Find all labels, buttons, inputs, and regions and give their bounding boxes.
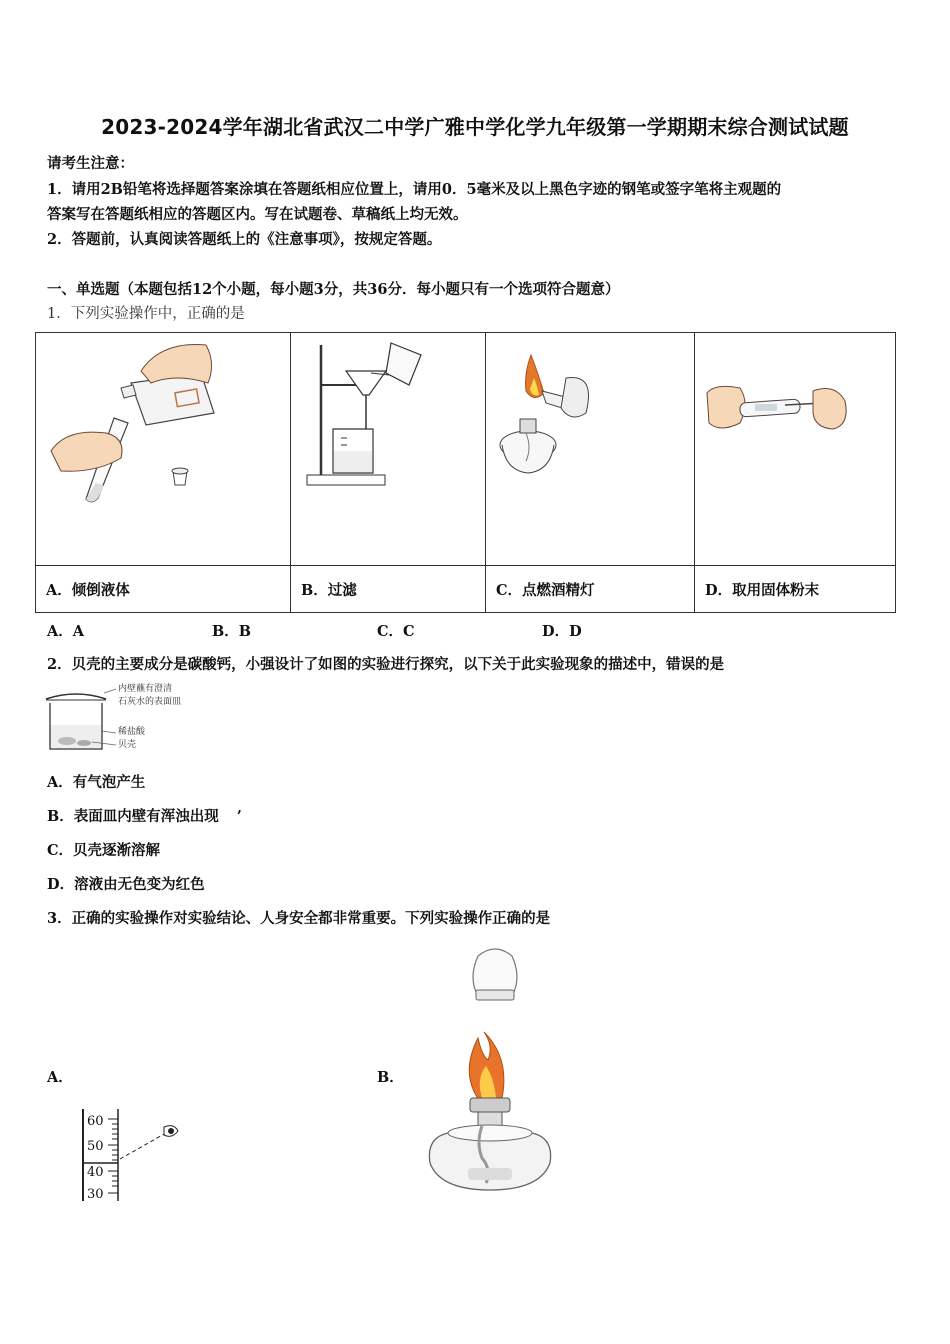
q2-fig-labels-bottom xyxy=(118,726,145,752)
q1-figure-b xyxy=(291,333,486,566)
q1-figure-d xyxy=(695,333,896,566)
tick-30: 30 xyxy=(87,1187,104,1202)
q2-option-d[interactable]: D．溶液由无色变为红色 xyxy=(47,876,205,893)
q3-figure-a xyxy=(78,1105,188,1205)
q1-figure-table xyxy=(35,332,896,613)
filtration-illustration xyxy=(291,333,485,565)
q1-stem: 1．下列实验操作中，正确的是 xyxy=(47,306,245,322)
eye-icon xyxy=(168,1128,174,1134)
notice-line-2: 2．答题前，认真阅读答题纸上的《注意事项》，按规定答题。 xyxy=(47,231,442,248)
q2-option-b[interactable] xyxy=(47,805,242,826)
q2-stem: 2．贝壳的主要成分是碳酸钙，小强设计了如图的实验进行探究，以下关于此实验现象的描述中，错误的是 xyxy=(47,656,725,673)
q1-caption-a: A．倾倒液体 xyxy=(36,566,291,613)
q1-answer-b[interactable]: B．B xyxy=(212,623,252,640)
section-label: 一、单选题 xyxy=(47,281,120,298)
tick-40: 40 xyxy=(87,1165,104,1180)
cylinder-scale-labels xyxy=(87,1109,104,1208)
lamp-cap xyxy=(473,949,517,996)
notice-line-1b: 答案写在答题纸相应的答题区内。写在试题卷、草稿纸上均无效。 xyxy=(47,206,468,223)
stray-mark: ’ xyxy=(236,808,242,825)
q3-option-b[interactable]: B． xyxy=(377,1069,404,1086)
section-heading xyxy=(47,278,619,299)
page-title: 2023-2024学年湖北省武汉二中学广雅中学化学九年级第一学期期末综合测试试题 xyxy=(101,115,849,139)
alcohol-lamp-with-cap-illustration xyxy=(420,938,560,1198)
pouring-liquid-illustration xyxy=(36,333,290,565)
notice-line-1a: 1．请用2B铅笔将选择题答案涂填在答题纸相应位置上，请用0．5毫米及以上黑色字迹的钢笔或签字笔将主观题的 xyxy=(47,181,782,198)
q1-figure-c xyxy=(486,333,695,566)
notice-heading: 请考生注意： xyxy=(47,155,134,172)
q1-caption-d: D．取用固体粉末 xyxy=(695,566,896,613)
q1-answer-d[interactable]: D．D xyxy=(542,623,582,640)
q2-option-c[interactable]: C．贝壳逐渐溶解 xyxy=(47,842,161,859)
q1-figure-a xyxy=(36,333,291,566)
q2-option-a[interactable]: A．有气泡产生 xyxy=(47,774,146,791)
q1-answer-a[interactable]: A．A xyxy=(47,623,85,640)
q2-figure xyxy=(42,683,202,755)
taking-solid-powder-illustration xyxy=(695,333,895,565)
q1-answer-c[interactable]: C．C xyxy=(377,623,415,640)
q1-caption-c: C．点燃酒精灯 xyxy=(486,566,695,613)
tick-60: 60 xyxy=(87,1114,104,1129)
q3-option-a[interactable]: A． xyxy=(47,1069,73,1086)
q2-fig-label-2: 石灰水的表面皿 xyxy=(118,697,182,707)
q2-fig-label-4: 贝壳 xyxy=(118,740,137,750)
q2-fig-label-3: 稀盐酸 xyxy=(118,727,146,737)
q2-fig-labels-top xyxy=(118,683,181,709)
q2-fig-label-1: 内壁蘸有澄清 xyxy=(118,684,173,694)
tick-50: 50 xyxy=(87,1139,104,1154)
lighting-alcohol-lamp-illustration xyxy=(486,333,694,565)
section-desc: （本题包括12个小题，每小题3分，共36分．每小题只有一个选项符合题意） xyxy=(119,281,620,298)
q3-figure-b xyxy=(420,938,560,1198)
q3-stem: 3．正确的实验操作对实验结论、人身安全都非常重要。下列实验操作正确的是 xyxy=(47,910,551,927)
q2-option-b-text: B．表面皿内壁有浑浊出现 xyxy=(47,808,219,825)
q1-caption-b: B．过滤 xyxy=(291,566,486,613)
